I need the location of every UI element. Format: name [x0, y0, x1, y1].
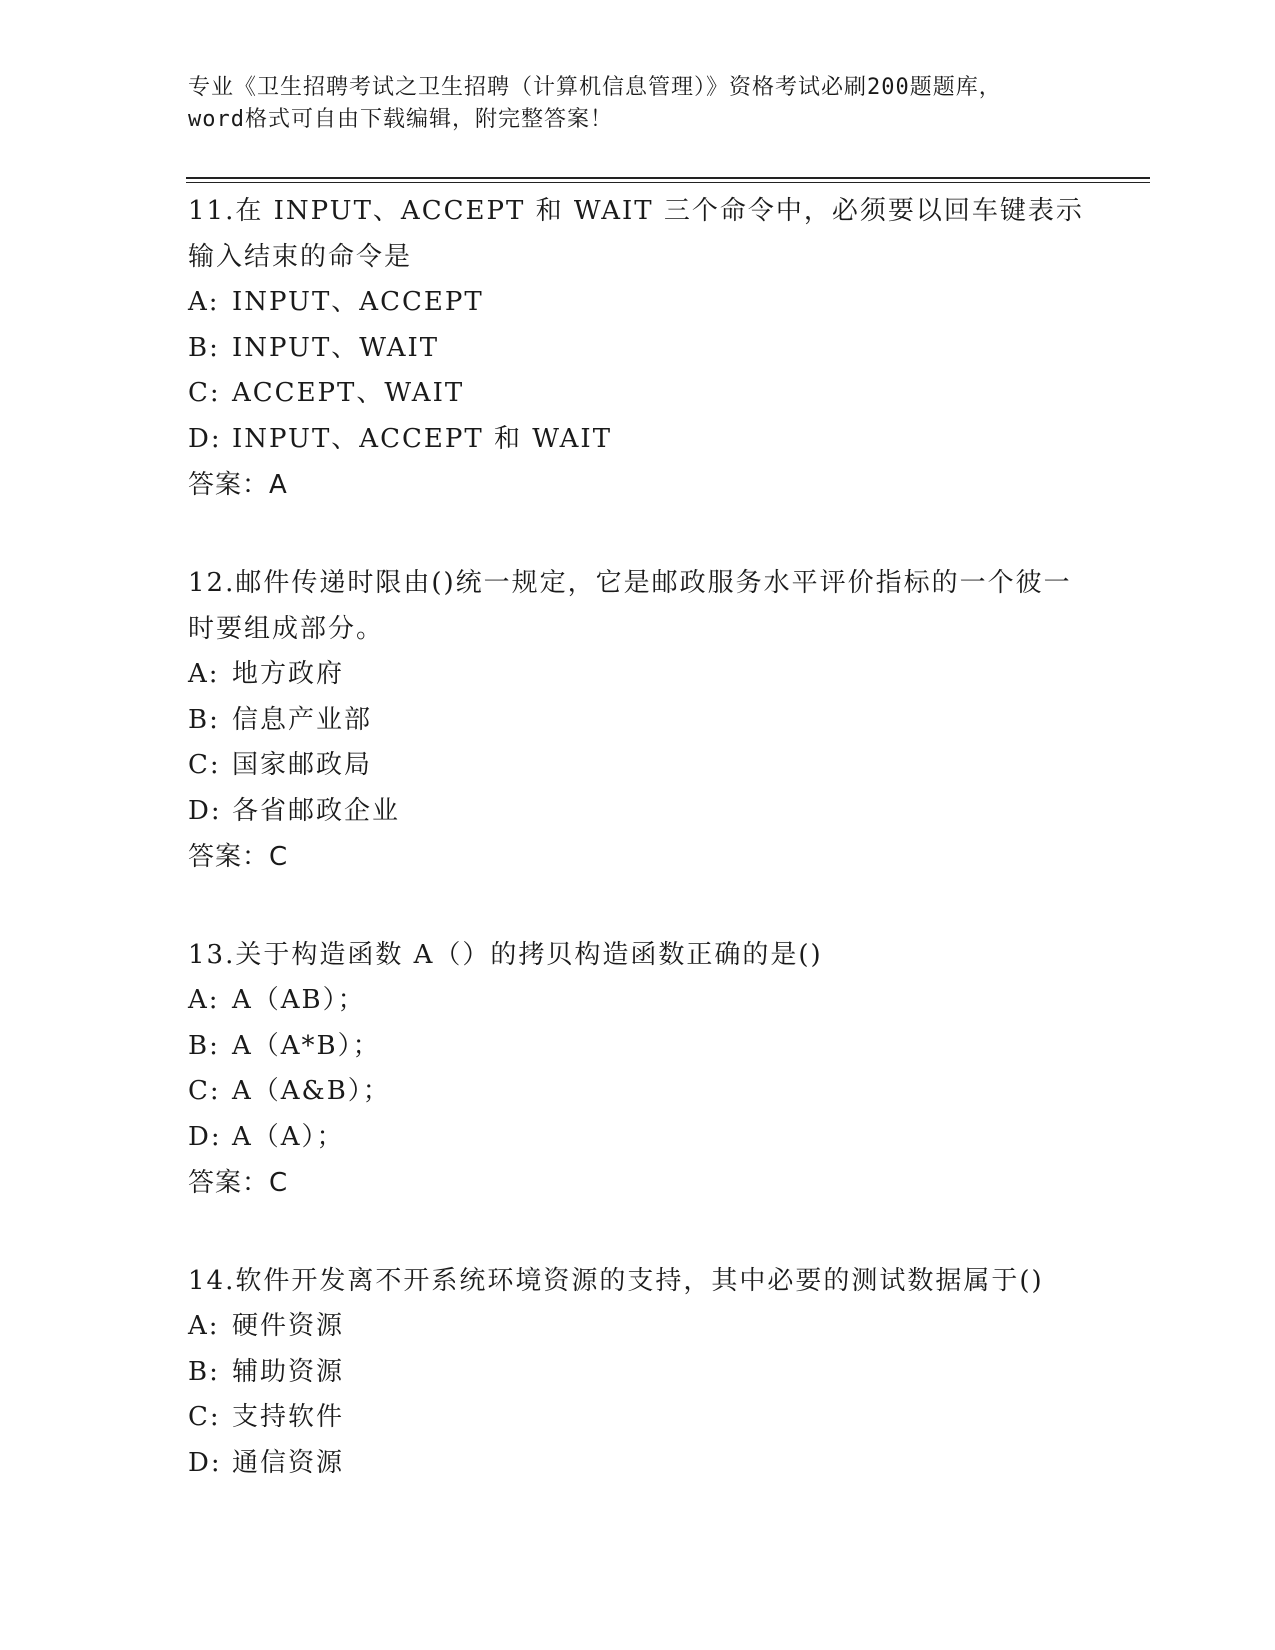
header-title-line: 专业《卫生招聘考试之卫生招聘（计算机信息管理）》资格考试必刷200题题库， [188, 75, 1002, 100]
option-text: 硬件资源 [232, 1311, 345, 1341]
option-a [188, 280, 1088, 326]
question-item [188, 560, 1088, 880]
option-text: A（A&B）； [232, 1076, 391, 1106]
option-b [188, 1024, 1088, 1070]
option-letter: B: [188, 1030, 220, 1061]
option-d [188, 789, 1088, 835]
option-letter: B: [188, 332, 220, 363]
header-divider-thin [186, 182, 1150, 183]
document-header [188, 72, 1088, 136]
question-item [188, 188, 1088, 508]
option-text: INPUT、WAIT [232, 332, 440, 363]
option-letter: C: [188, 378, 221, 408]
option-c [188, 743, 1088, 789]
question-stem: 14.软件开发离不开系统环境资源的支持，其中必要的测试数据属于() [188, 1266, 1044, 1296]
option-text: 通信资源 [232, 1447, 345, 1478]
answer-line: 答案：C [188, 1168, 289, 1198]
option-letter: A: [188, 1311, 220, 1341]
question-stem: 13.关于构造函数 A（）的拷贝构造函数正确的是() [188, 940, 823, 970]
option-letter: D: [188, 1447, 222, 1478]
header-divider-thick [186, 177, 1150, 179]
option-letter: A: [188, 985, 220, 1015]
option-text: 支持软件 [232, 1402, 345, 1432]
option-text: 各省邮政企业 [232, 795, 401, 826]
option-text: ACCEPT、WAIT [232, 378, 465, 408]
question-stem: 12.邮件传递时限由()统一规定，它是邮政服务水平评价指标的一个彼一时要组成部分。 [188, 568, 1072, 644]
option-a [188, 652, 1088, 698]
option-letter: D: [188, 423, 222, 454]
option-text: 辅助资源 [232, 1356, 345, 1387]
option-b [188, 326, 1088, 372]
option-letter: C: [188, 1076, 221, 1106]
question-list [188, 188, 1088, 1538]
option-text: 信息产业部 [232, 704, 373, 735]
header-subtitle-line: word格式可自由下载编辑，附完整答案！ [188, 107, 613, 132]
option-text: A（A*B）； [232, 1030, 381, 1061]
option-text: 地方政府 [232, 659, 345, 689]
question-item [188, 1258, 1088, 1486]
option-d [188, 417, 1088, 463]
option-text: INPUT、ACCEPT 和 WAIT [232, 423, 613, 454]
option-c [188, 371, 1088, 417]
option-b [188, 698, 1088, 744]
question-stem: 11.在 INPUT、ACCEPT 和 WAIT 三个命令中，必须要以回车键表示输入结束的命令是 [188, 196, 1084, 272]
option-c [188, 1069, 1088, 1115]
option-a [188, 1304, 1088, 1350]
option-letter: A: [188, 287, 220, 317]
option-d [188, 1441, 1088, 1487]
question-item [188, 932, 1088, 1206]
option-letter: B: [188, 1356, 220, 1387]
option-letter: D: [188, 795, 222, 826]
option-letter: C: [188, 750, 221, 780]
answer-line: 答案：C [188, 842, 289, 872]
option-letter: A: [188, 659, 220, 689]
option-d [188, 1115, 1088, 1161]
option-text: INPUT、ACCEPT [232, 287, 484, 317]
option-text: A（AB）； [232, 985, 366, 1015]
option-c [188, 1395, 1088, 1441]
option-letter: D: [188, 1121, 222, 1152]
option-text: A（A）； [232, 1121, 345, 1152]
option-b [188, 1350, 1088, 1396]
option-text: 国家邮政局 [232, 750, 373, 780]
option-letter: B: [188, 704, 220, 735]
answer-line: 答案：A [188, 470, 288, 500]
option-letter: C: [188, 1402, 221, 1432]
option-a [188, 978, 1088, 1024]
